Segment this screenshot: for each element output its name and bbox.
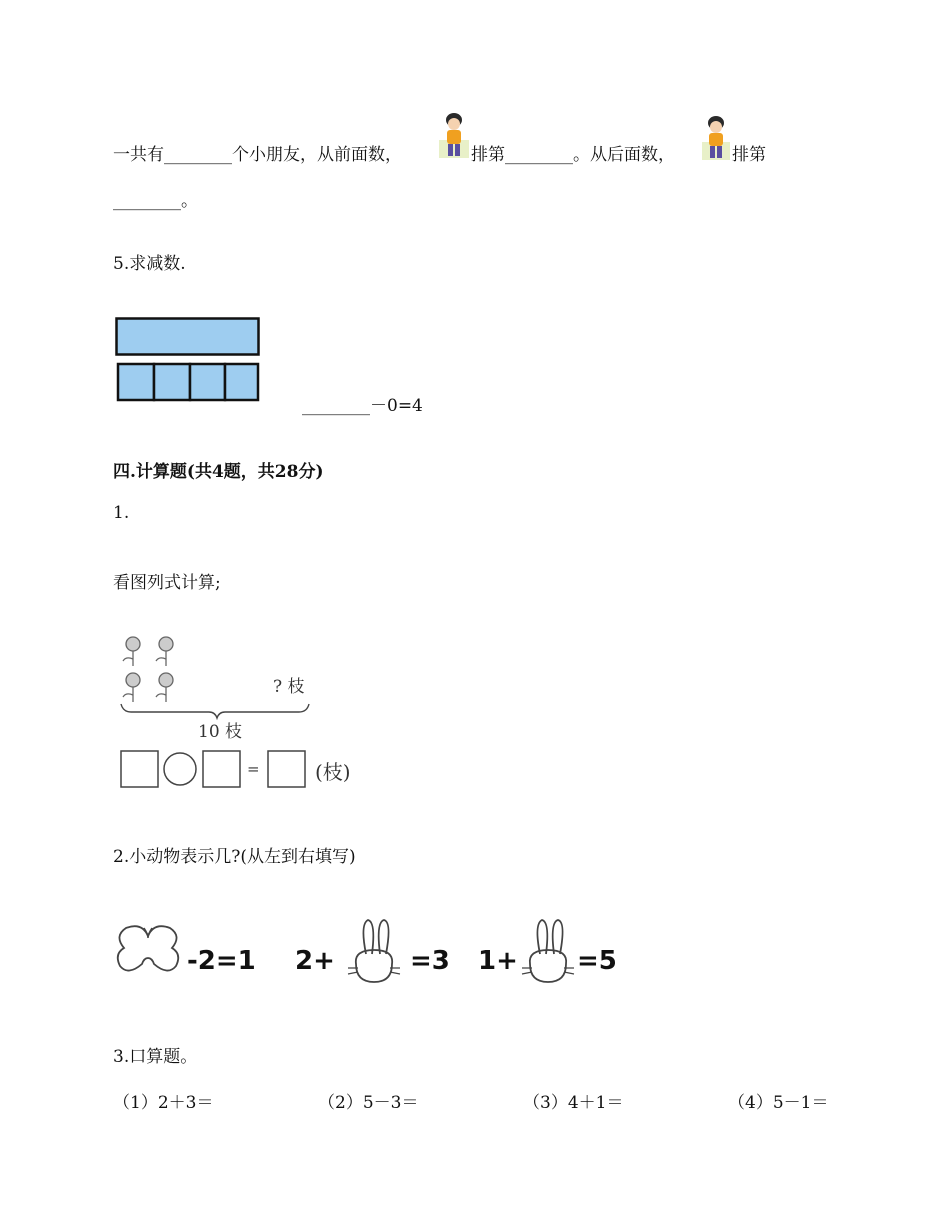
q4-line1-b <box>471 140 675 165</box>
flower-icon <box>123 637 173 702</box>
section-heading: 四.计算题(共4题，共28分) <box>113 462 324 482</box>
oral-item: （3）4＋1＝ <box>523 1093 624 1113</box>
eq1-text: -2=1 <box>187 946 256 976</box>
oral-item: （4）5－1＝ <box>728 1093 829 1113</box>
oral-item: （2）5－3＝ <box>318 1093 419 1113</box>
rabbit-icon <box>344 918 406 988</box>
question-label: ? 枝 <box>273 677 305 697</box>
q5-title: 5.求减数. <box>113 254 186 274</box>
operator-circle <box>164 753 196 785</box>
q5-equation: ________－0=4 <box>302 396 423 416</box>
equals-sign: = <box>247 760 260 778</box>
q4-text-part-a: 一共有________个小朋友，从前面数， <box>113 145 402 165</box>
eq3-suffix: =5 <box>577 946 617 976</box>
child-icon-2 <box>700 114 732 162</box>
oral-item: （1）2＋3＝ <box>113 1093 214 1113</box>
q4-text-part-c: 排第 <box>732 145 766 165</box>
child-icon <box>437 110 471 160</box>
brace <box>121 704 309 718</box>
eq3-prefix: 1+ <box>478 946 518 976</box>
s4-q1-instruction: 看图列式计算; <box>113 573 221 593</box>
q5-part-box <box>190 364 225 400</box>
q5-whole-bar <box>117 319 259 355</box>
q4-line1-c <box>732 140 766 165</box>
butterfly-icon <box>114 922 182 982</box>
s4-q1-number: 1. <box>113 503 130 523</box>
rabbit-icon <box>518 918 580 988</box>
s4-q2-title: 2.小动物表示几?(从左到右填写) <box>113 847 356 867</box>
s4-q3-title: 3.口算题。 <box>113 1047 198 1067</box>
q4-text-part-b: 排第________。从后面数， <box>471 145 675 165</box>
answer-box <box>121 751 158 787</box>
q5-part-box <box>118 364 154 400</box>
eq2-suffix: =3 <box>410 946 450 976</box>
eq2-prefix: 2+ <box>295 946 335 976</box>
q5-part-box <box>154 364 190 400</box>
q4-line2: ________。 <box>113 191 198 211</box>
answer-box <box>268 751 305 787</box>
answer-box <box>203 751 240 787</box>
unit-label: (枝) <box>315 760 351 784</box>
q5-part-box <box>225 364 258 400</box>
q4-line1 <box>113 140 402 165</box>
q5-bar-diagram <box>115 317 261 403</box>
total-label: 10 枝 <box>198 722 243 742</box>
